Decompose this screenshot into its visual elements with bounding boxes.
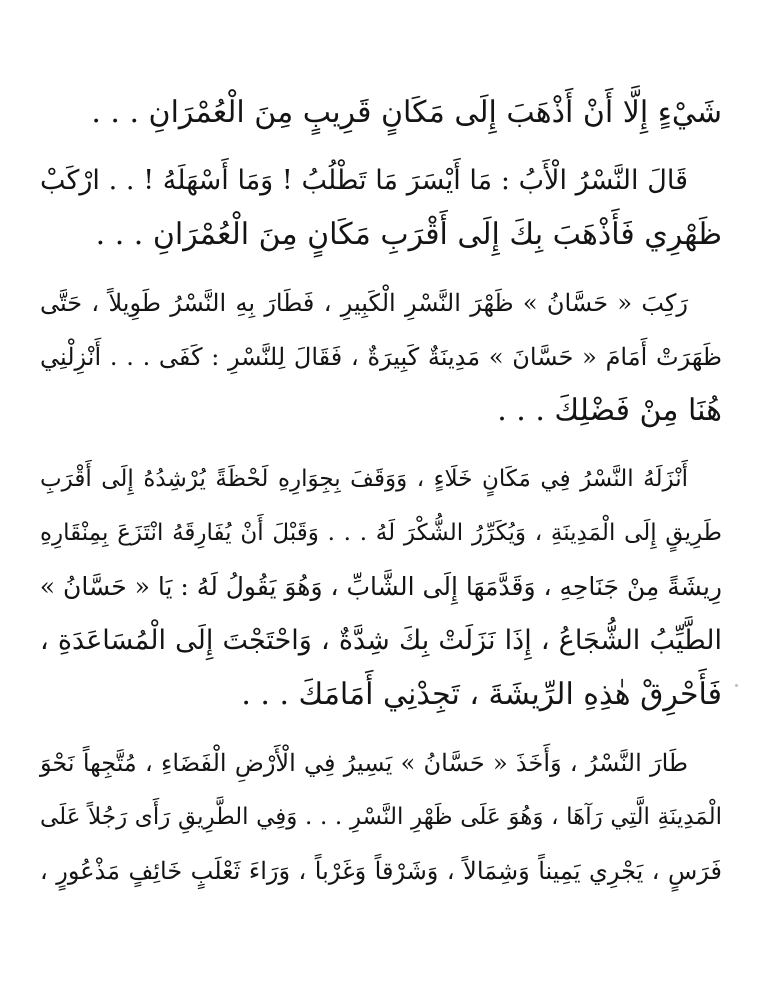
text-line: طَارَ النَّسْرُ ، وَأَخَذَ « حَسَّانُ » يَسِيرُ فِي الْأَرْضِ الْفَضَاءِ ، مُتَّجِهاً نَحْوَ xyxy=(40,749,688,777)
text-line: قَالَ النَّسْرُ الْأَبُ : مَا أَيْسَرَ مَا تَطْلُبُ ! وَمَا أَسْهَلَهُ ! . . ارْكَبْ xyxy=(40,165,688,196)
text-line: الطَّيِّبُ الشُّجَاعُ ، إِذَا نَزَلَتْ بِكَ شِدَّةٌ ، وَاحْتَجْتَ إِلَى الْمُسَاعَدَةِ ، xyxy=(40,625,722,656)
paragraph-gap xyxy=(40,722,722,736)
paragraph-gap xyxy=(40,140,722,154)
text-line: الْمَدِينَةِ الَّتِي رَآهَا ، وَهُوَ عَلَى ظَهْرِ النَّسْرِ . . . وَفِي الطَّرِيقِ رَأَى رَجُلاً عَلَى xyxy=(40,804,722,830)
text-line: رِيشَةً مِنْ جَنَاحِهِ ، وَقَدَّمَهَا إِلَى الشَّابِّ ، وَهُوَ يَقُولُ لَهُ : يَا « حَسَّانُ » xyxy=(39,572,722,601)
paragraph-gap xyxy=(40,262,722,276)
text-line: رَكِبَ « حَسَّانُ » ظَهْرَ النَّسْرِ الْكَبِيرِ ، فَطَارَ بِهِ النَّسْرُ طَوِيلاً ، حَتَّى xyxy=(40,289,689,317)
text-line: طَرِيقٍ إِلَى الْمَدِينَةِ ، وَيُكَرِّرُ الشُّكْرَ لَهُ . . . وَقَبْلَ أَنْ يُفَارِقَهُ انْتَزَعَ بِمِنْقَارِهِ xyxy=(40,520,722,546)
text-line: شَيْءٍ إِلَّا أَنْ أَذْهَبَ إِلَى مَكَانٍ قَرِيبٍ مِنَ الْعُمْرَانِ . . . xyxy=(91,95,722,130)
text-line: فَرَسٍ ، يَجْرِي يَمِيناً وَشِمَالاً ، وَشَرْقاً وَغَرْباً ، وَرَاءَ ثَعْلَبٍ خَائِفٍ مَذْعُورٍ ، xyxy=(40,857,722,885)
text-line: أَنْزَلَهُ النَّسْرُ فِي مَكَانٍ خَلَاءٍ ، وَوَقَفَ بِجِوَارِهِ لَحْظَةً يُرْشِدُهُ إِلَى أَقْرَبِ xyxy=(40,466,688,492)
text-line: ظَهْرِي فَأَذْهَبَ بِكَ إِلَى أَقْرَبِ مَكَانٍ مِنَ الْعُمْرَانِ . . . xyxy=(95,217,722,252)
text-line: ظَهَرَتْ أَمَامَ « حَسَّانَ » مَدِينَةٌ كَبِيرَةٌ ، فَقَالَ لِلنَّسْرِ : كَفَى . . . أَنْزِلْنِي xyxy=(40,343,722,371)
scan-speck xyxy=(735,684,738,687)
page-text xyxy=(40,86,722,898)
paragraph-gap xyxy=(40,438,722,452)
text-line: هُنَا مِنْ فَضْلِكَ . . . xyxy=(497,393,722,428)
text-line: فَأَحْرِقْ هٰذِهِ الرِّيشَةَ ، تَجِدْنِي أَمَامَكَ . . . xyxy=(241,677,722,712)
